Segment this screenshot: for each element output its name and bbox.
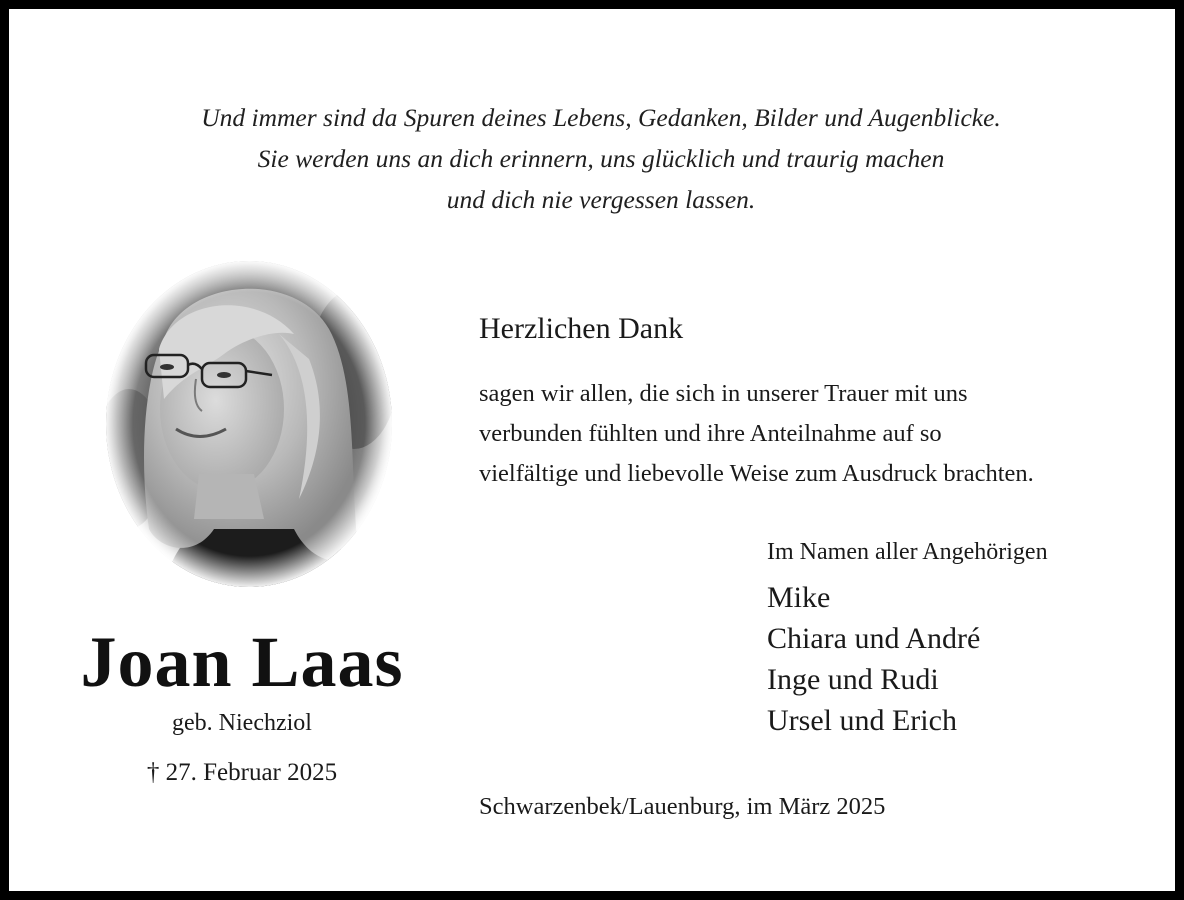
death-date: † 27. Februar 2025 <box>146 759 338 786</box>
signatory-3: Inge und Rudi <box>767 663 939 696</box>
signature-intro: Im Namen aller Angehörigen <box>767 539 1048 565</box>
quote-line-2: Sie werden uns an dich erinnern, uns glücklich und traurig machen <box>257 144 945 173</box>
thanks-line-3: vielfältige und liebevolle Weise zum Ausdruck brachten. <box>479 460 1034 487</box>
signature-names <box>767 577 980 741</box>
thanks-line-2: verbunden fühlten und ihre Anteilnahme auf so <box>479 420 942 447</box>
signatory-1: Mike <box>767 581 831 614</box>
signatory-4: Ursel und Erich <box>767 704 957 737</box>
place-and-date: Schwarzenbek/Lauenburg, im März 2025 <box>479 793 886 820</box>
signatory-2: Chiara und André <box>767 622 981 655</box>
deceased-name: Joan Laas <box>80 622 404 702</box>
thanks-line-1: sagen wir allen, die sich in unserer Trauer mit uns <box>479 380 968 407</box>
birth-name: geb. Niechziol <box>172 710 312 736</box>
memorial-quote <box>9 97 1184 220</box>
portrait-photo <box>104 259 394 589</box>
quote-line-1: Und immer sind da Spuren deines Lebens, Gedanken, Bilder und Augenblicke. <box>201 103 1001 132</box>
thanks-heading: Herzlichen Dank <box>479 312 684 345</box>
thanks-text <box>479 374 1034 494</box>
quote-line-3: und dich nie vergessen lassen. <box>446 185 756 214</box>
